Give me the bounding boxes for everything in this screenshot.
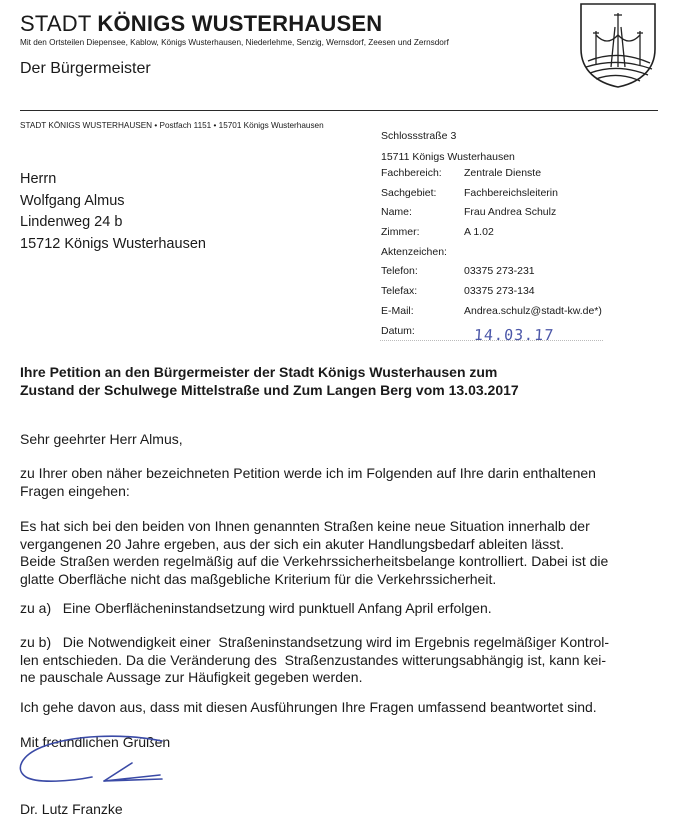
point-b [20,634,660,687]
contact-key: Fachbereich: [381,167,442,179]
contact-key: Telefon: [381,265,418,278]
coat-of-arms-icon [578,1,658,89]
text-line: Es hat sich bei den beiden von Ihnen genannten Straßen keine neue Situation innerhalb der [20,518,590,534]
contact-value: Zentrale Dienste [464,167,542,179]
contact-key: Sachgebiet: [381,186,437,199]
recipient-name: Wolfgang Almus [20,192,125,209]
contact-value: A 1.02 [464,226,494,239]
contact-key: Aktenzeichen: [381,245,447,258]
text-line: Beide Straßen werden regelmäßig auf die Verkehrssicherheitsbelange kontrolliert. Dabei ist die [20,553,609,569]
contact-value: Frau Andrea Schulz [464,206,557,219]
text-line: vergangenen 20 Jahre ergeben, aus der sich ein akuter Handlungsbedarf ableiten lässt. [20,535,565,552]
text-line: zu Ihrer oben näher bezeichneten Petition werde ich im Folgenden auf Ihre darin enthaltenen [20,465,596,481]
email-value: Andrea.schulz@stadt-kw.de*) [464,304,602,317]
letterhead-city-prefix: STADT [20,11,98,36]
text-line: Fragen eingehen: [20,482,130,499]
header-divider [20,110,658,111]
recipient-address [20,169,206,255]
letterhead-districts: Mit den Ortsteilen Diepensee, Kablow, Königs Wusterhausen, Niederlehme, Senzig, Wernsdorf, Zeesen und Zernsdorf [20,38,449,47]
contact-key: E-Mail: [381,304,414,317]
closing-phrase: Mit freundlichen Grüßen [20,734,171,750]
greeting: Sehr geehrter Herr Almus, [20,431,183,447]
text-line: ne pauschale Aussage zur Häufigkeit gegeben werden. [20,669,363,685]
office-address [381,126,515,168]
point-a: zu a) Eine Oberflächeninstandsetzung wird punktuell Anfang April erfolgen. [20,600,492,616]
contact-value: 03375 273-134 [464,285,535,298]
text-line: zu b) Die Notwendigkeit einer Straßeninstandsetzung wird im Ergebnis regelmäßiger Kontrol- [20,634,610,650]
letterhead-title [20,11,382,37]
contact-key: Telefax: [381,285,418,298]
subject-line: Ihre Petition an den Bürgermeister der Stadt Königs Wusterhausen zum [20,364,498,380]
handwritten-signature [12,729,202,799]
contact-value: 03375 273-231 [464,265,535,278]
text-line: len entschieden. Da die Veränderung des Straßenzustandes witterungsabhängig ist, kann kei- [20,651,607,668]
signatory-name: Dr. Lutz Franzke [20,801,123,817]
contact-key: Zimmer: [381,226,420,239]
intro-paragraph [20,465,660,500]
recipient-street: Lindenweg 24 b [20,214,123,230]
closing-statement: Ich gehe davon aus, dass mit diesen Ausführungen Ihre Fragen umfassend beantwortet sind. [20,699,597,715]
contact-key: Datum: [381,324,415,337]
subject-line: Zustand der Schulwege Mittelstraße und Zum Langen Berg vom 13.03.2017 [20,381,519,398]
sender-line: STADT KÖNIGS WUSTERHAUSEN • Postfach 1151 • 15701 Königs Wusterhausen [20,121,324,130]
text-line: glatte Oberfläche nicht das maßgebliche Kriterium für die Verkehrssicherheit. [20,570,497,587]
letter-subject [20,364,660,399]
office-street: Schlossstraße 3 [381,130,457,142]
recipient-salutation: Herrn [20,171,57,187]
contact-value: Fachbereichsleiterin [464,186,558,199]
date-stamp: 14.03.17 [473,326,555,344]
contact-key: Name: [381,206,412,219]
letterhead-office: Der Bürgermeister [20,60,151,77]
recipient-city: 15712 Königs Wusterhausen [20,235,206,252]
office-city: 15711 Königs Wusterhausen [381,151,515,163]
letterhead-city-name: KÖNIGS WUSTERHAUSEN [97,11,383,36]
situation-paragraph [20,518,660,588]
